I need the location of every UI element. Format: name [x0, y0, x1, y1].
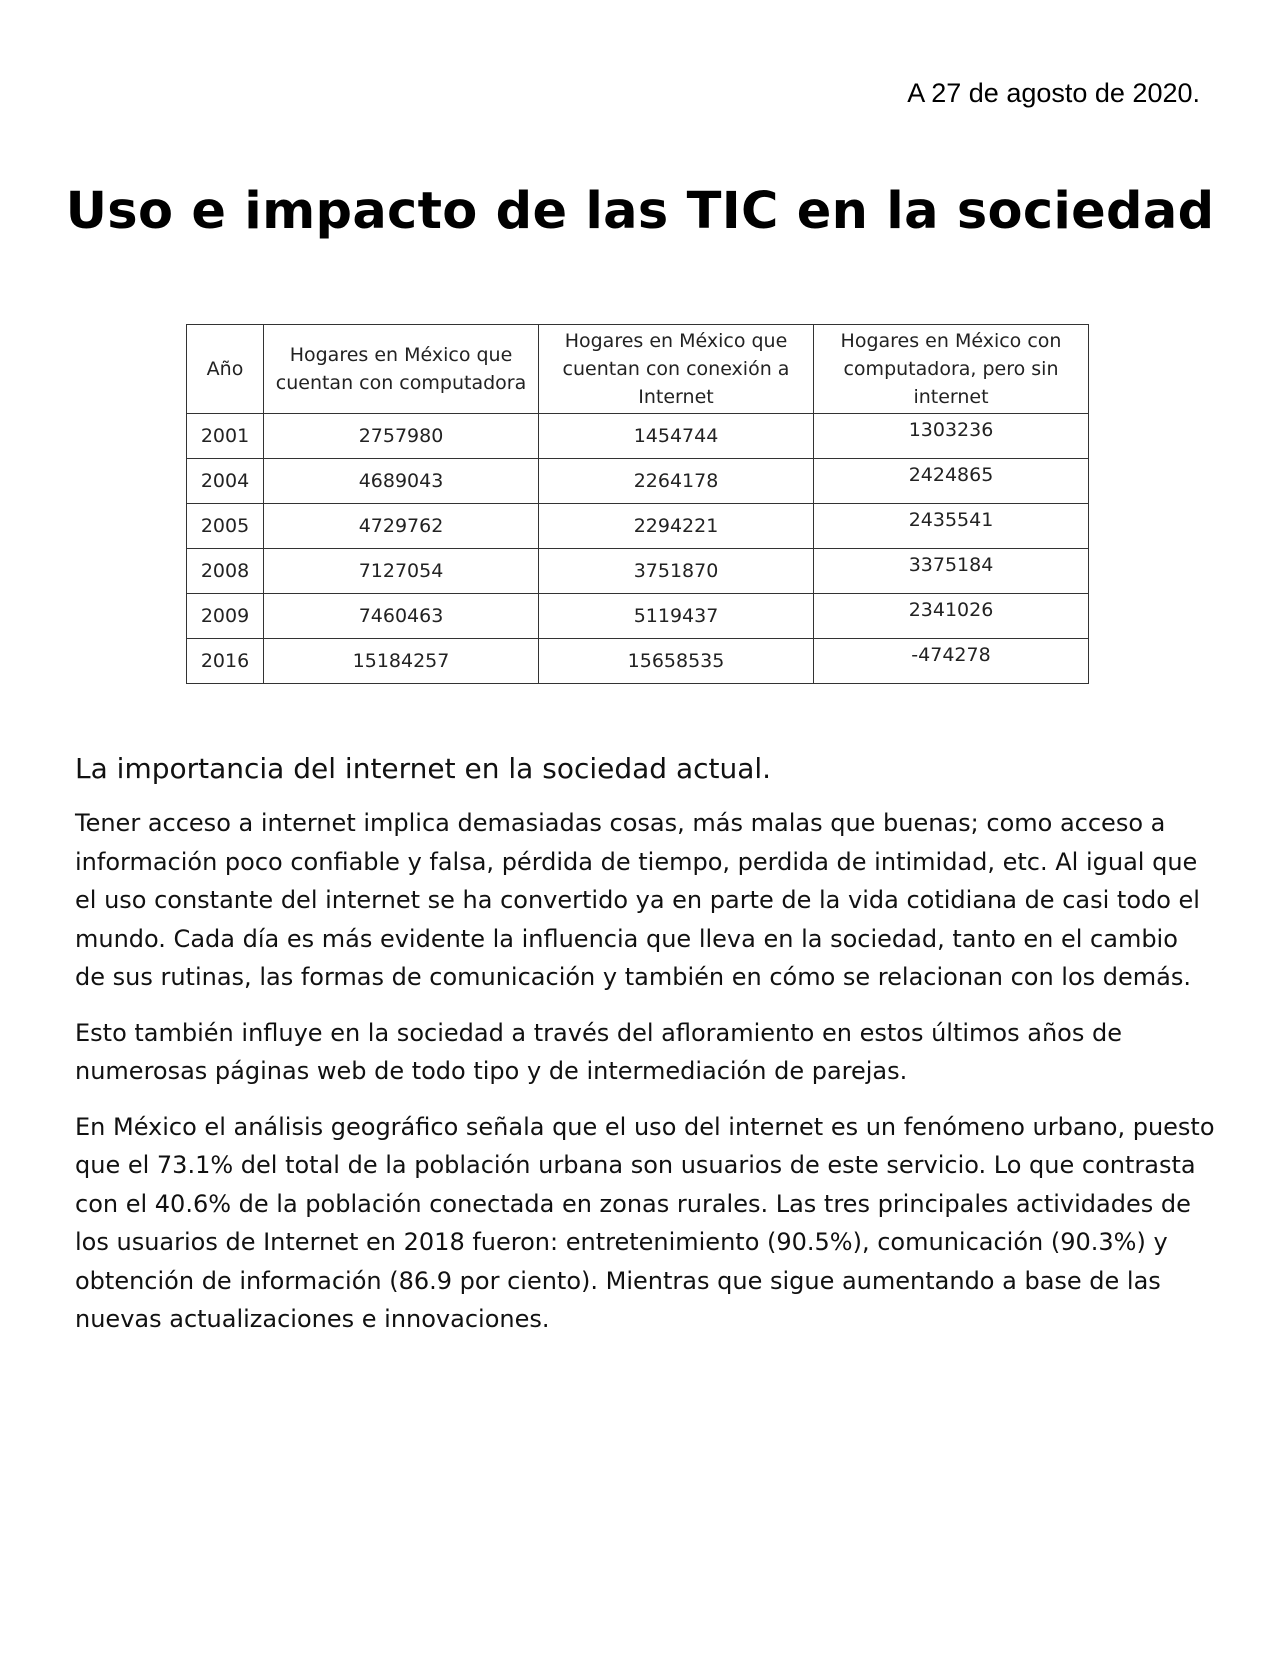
table-row — [187, 459, 1089, 504]
cell-computers-no-internet: 2341026 — [814, 594, 1089, 639]
article-body — [75, 750, 1215, 1356]
cell-computers-no-internet: 3375184 — [814, 549, 1089, 594]
cell-internet: 15658535 — [539, 639, 814, 684]
cell-year: 2005 — [187, 504, 264, 549]
cell-internet: 1454744 — [539, 414, 814, 459]
cell-year: 2009 — [187, 594, 264, 639]
cell-year: 2008 — [187, 549, 264, 594]
paragraph: En México el análisis geográfico señala que el uso del internet es un fenómeno urbano, puesto que el 73.1% del total de la población urbana son usuarios de este servicio. Lo que contrasta con el 40.6% de la población conectada en zonas rurales. Las tres principales actividades de los usuarios de Internet en 2018 fueron: entretenimiento (90.5%), comunicación (90.3%) y obtención de información (86.9 por ciento). Mientras que sigue aumentando a base de las nuevas actualizaciones e innovaciones. — [75, 1112, 1215, 1333]
table-row — [187, 594, 1089, 639]
table-row — [187, 414, 1089, 459]
cell-year: 2004 — [187, 459, 264, 504]
paragraph: Tener acceso a internet implica demasiadas cosas, más malas que buenas; como acceso a información poco confiable y falsa, pérdida de tiempo, perdida de intimidad, etc. Al igual que el uso constante del internet se ha convertido ya en parte de la vida cotidiana de casi todo el mundo. Cada día es más evidente la influencia que lleva en la sociedad, tanto en el cambio de sus rutinas, las formas de comunicación y también en cómo se relacionan con los demás. — [75, 809, 1200, 991]
header-computers-no-internet: Hogares en México con computadora, pero sin internet — [814, 325, 1089, 414]
cell-computers: 7127054 — [264, 549, 539, 594]
cell-internet: 3751870 — [539, 549, 814, 594]
table-header-row — [187, 325, 1089, 414]
document-title: Uso e impacto de las TIC en la sociedad — [65, 182, 1215, 241]
cell-internet: 2264178 — [539, 459, 814, 504]
table-row — [187, 549, 1089, 594]
cell-year: 2001 — [187, 414, 264, 459]
cell-computers: 7460463 — [264, 594, 539, 639]
cell-internet: 5119437 — [539, 594, 814, 639]
cell-computers: 4729762 — [264, 504, 539, 549]
cell-year: 2016 — [187, 639, 264, 684]
section-heading: La importancia del internet en la sociedad actual. — [75, 752, 772, 785]
cell-computers: 15184257 — [264, 639, 539, 684]
header-year: Año — [187, 325, 264, 414]
paragraph: Esto también influye en la sociedad a través del afloramiento en estos últimos años de numerosas páginas web de todo tipo y de intermediación de parejas. — [75, 1018, 1122, 1085]
table-row — [187, 504, 1089, 549]
households-table — [186, 324, 1089, 684]
document-date: A 27 de agosto de 2020. — [907, 78, 1200, 108]
cell-computers: 4689043 — [264, 459, 539, 504]
cell-computers-no-internet: 2424865 — [814, 459, 1089, 504]
header-internet: Hogares en México que cuentan con conexión a Internet — [539, 325, 814, 414]
table-row — [187, 639, 1089, 684]
cell-computers-no-internet: 2435541 — [814, 504, 1089, 549]
cell-computers-no-internet: 1303236 — [814, 414, 1089, 459]
cell-internet: 2294221 — [539, 504, 814, 549]
cell-computers: 2757980 — [264, 414, 539, 459]
header-computers: Hogares en México que cuentan con computadora — [264, 325, 539, 414]
cell-computers-no-internet: -474278 — [814, 639, 1089, 684]
